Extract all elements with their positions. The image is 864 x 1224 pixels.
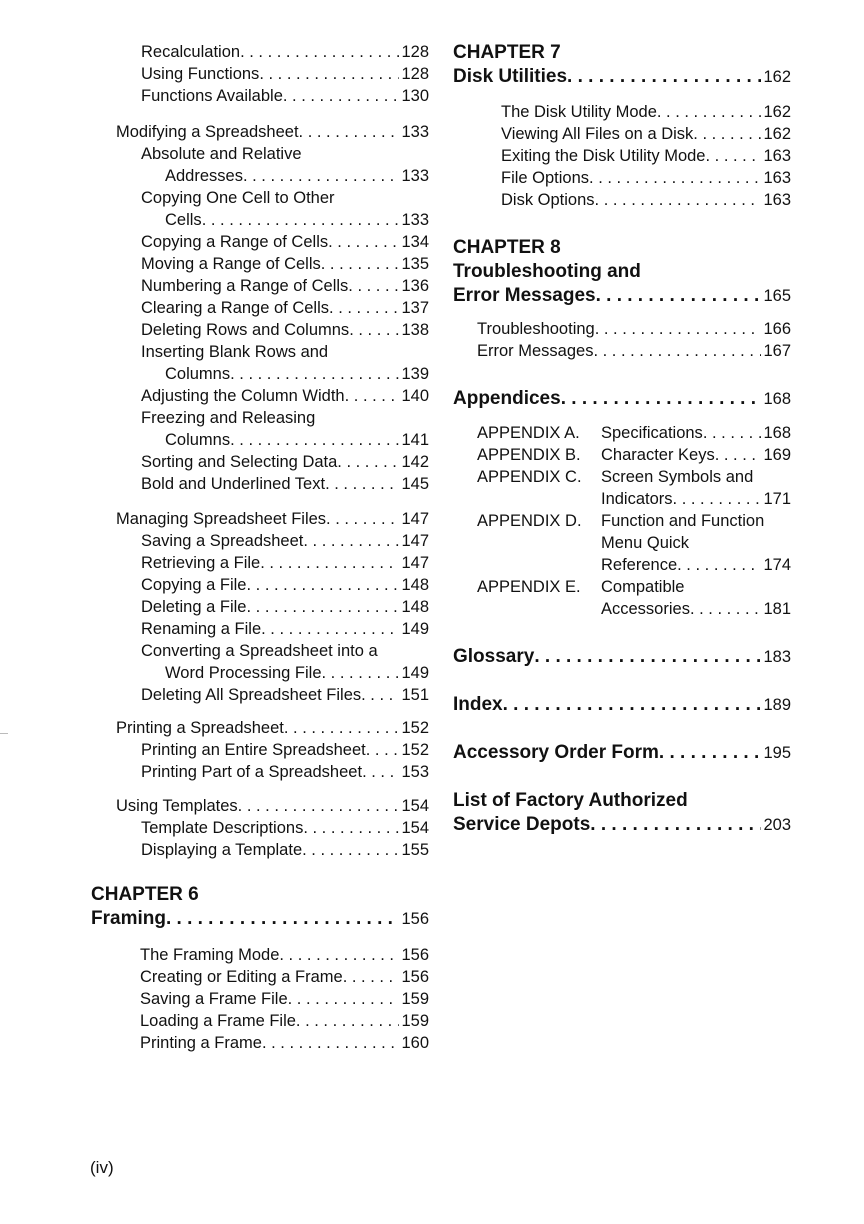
toc-entry[interactable]: Columns . . . 139 — [165, 363, 429, 385]
toc-entry[interactable]: Word Processing File . . . 149 — [165, 662, 429, 684]
toc-entry[interactable]: Creating or Editing a Frame . . . 156 — [140, 966, 429, 988]
toc-entry[interactable]: Bold and Underlined Text . . . 145 — [141, 473, 429, 495]
toc-entry[interactable]: Displaying a Template . . . 155 — [141, 839, 429, 861]
toc-entry[interactable]: Using Functions . . . 128 — [141, 63, 429, 85]
toc-entry[interactable]: Copying a Range of Cells . . . 134 — [141, 231, 429, 253]
toc-entry[interactable]: Reference . . . 174 — [601, 554, 791, 576]
toc-entry[interactable]: Deleting a File . . . 148 — [141, 596, 429, 618]
section-title-entry[interactable]: Accessory Order Form . . . 195 — [453, 741, 791, 765]
appendix-label: APPENDIX C. — [477, 468, 582, 486]
toc-entry[interactable]: Numbering a Range of Cells . . . 136 — [141, 275, 429, 297]
toc-entry-line: Freezing and Releasing — [141, 409, 316, 427]
chapter-title-entry[interactable]: Error Messages . . . 165 — [453, 284, 791, 308]
toc-entry[interactable]: The Disk Utility Mode . . . 162 — [501, 101, 791, 123]
toc-entry[interactable]: Clearing a Range of Cells . . . 137 — [141, 297, 429, 319]
section-title-entry[interactable]: Service Depots . . . 203 — [453, 813, 791, 837]
toc-entry-line: Screen Symbols and — [601, 468, 754, 486]
toc-entry[interactable]: Exiting the Disk Utility Mode . . . 163 — [501, 145, 791, 167]
appendix-label: APPENDIX A. — [477, 424, 580, 442]
toc-entry[interactable]: Saving a Frame File . . . 159 — [140, 988, 429, 1010]
chapter-title-entry[interactable]: Framing . . . 156 — [91, 907, 429, 931]
toc-entry[interactable]: Viewing All Files on a Disk . . . 162 — [501, 123, 791, 145]
toc-entry[interactable]: Columns . . . 141 — [165, 429, 429, 451]
toc-entry[interactable]: Disk Options . . . 163 — [501, 189, 791, 211]
toc-entry-line: Copying One Cell to Other — [141, 189, 335, 207]
toc-entry[interactable]: Template Descriptions . . . 154 — [141, 817, 429, 839]
toc-entry[interactable]: Cells . . . 133 — [165, 209, 429, 231]
toc-section-modifying[interactable]: Modifying a Spreadsheet . . . 133 — [116, 121, 429, 143]
appendix-label: APPENDIX D. — [477, 512, 582, 530]
toc-entry[interactable]: Indicators . . . 171 — [601, 488, 791, 510]
toc-entry[interactable]: Printing an Entire Spreadsheet . . . 152 — [141, 739, 429, 761]
chapter-title-line: Troubleshooting and — [453, 261, 641, 282]
toc-entry-line: Converting a Spreadsheet into a — [141, 642, 378, 660]
toc-entry[interactable]: Functions Available . . . 130 — [141, 85, 429, 107]
section-title-entry[interactable]: Index . . . 189 — [453, 693, 791, 717]
toc-entry-line: Absolute and Relative — [141, 145, 302, 163]
toc-entry[interactable]: Copying a File . . . 148 — [141, 574, 429, 596]
toc-entry[interactable]: Accessories . . . 181 — [601, 598, 791, 620]
chapter-title-entry[interactable]: Disk Utilities . . . 162 — [453, 65, 791, 89]
toc-entry[interactable]: Troubleshooting . . . 166 — [477, 318, 791, 340]
toc-entry[interactable]: Moving a Range of Cells . . . 135 — [141, 253, 429, 275]
toc-entry[interactable]: Printing Part of a Spreadsheet . . . 153 — [141, 761, 429, 783]
appendix-label: APPENDIX E. — [477, 578, 581, 596]
section-title-entry[interactable]: Glossary . . . 183 — [453, 645, 791, 669]
toc-entry[interactable]: Sorting and Selecting Data . . . 142 — [141, 451, 429, 473]
toc-entry-line: Compatible — [601, 578, 685, 596]
section-title-entry[interactable]: Appendices . . . 168 — [453, 387, 791, 411]
toc-section-printing[interactable]: Printing a Spreadsheet . . . 152 — [116, 717, 429, 739]
chapter-label: CHAPTER 8 — [453, 237, 561, 258]
toc-entry[interactable]: Loading a Frame File . . . 159 — [140, 1010, 429, 1032]
toc-entry[interactable]: Saving a Spreadsheet . . . 147 — [141, 530, 429, 552]
appendix-label: APPENDIX B. — [477, 446, 581, 464]
toc-entry-line: Menu Quick — [601, 534, 690, 552]
toc-entry[interactable]: File Options . . . 163 — [501, 167, 791, 189]
toc-entry[interactable]: Renaming a File . . . 149 — [141, 618, 429, 640]
toc-entry[interactable]: Deleting Rows and Columns . . . 138 — [141, 319, 429, 341]
toc-entry[interactable]: Retrieving a File . . . 147 — [141, 552, 429, 574]
toc-section-templates[interactable]: Using Templates . . . 154 — [116, 795, 429, 817]
toc-entry[interactable]: Recalculation . . . 128 — [141, 41, 429, 63]
margin-mark — [0, 733, 8, 734]
toc-entry[interactable]: Addresses . . . 133 — [165, 165, 429, 187]
toc-entry[interactable]: Error Messages . . . 167 — [477, 340, 791, 362]
toc-entry[interactable]: The Framing Mode . . . 156 — [140, 944, 429, 966]
section-title-line: List of Factory Authorized — [453, 790, 688, 811]
toc-entry[interactable]: Deleting All Spreadsheet Files . . . 151 — [141, 684, 429, 706]
toc-section-managing[interactable]: Managing Spreadsheet Files . . . 147 — [116, 508, 429, 530]
chapter-label: CHAPTER 6 — [91, 884, 199, 905]
toc-entry[interactable]: Character Keys . . . 169 — [601, 444, 791, 466]
page-number: (iv) — [90, 1158, 114, 1177]
toc-entry[interactable]: Specifications . . . 168 — [601, 422, 791, 444]
chapter-label: CHAPTER 7 — [453, 42, 561, 63]
toc-entry[interactable]: Printing a Frame . . . 160 — [140, 1032, 429, 1054]
toc-entry-line: Inserting Blank Rows and — [141, 343, 329, 361]
toc-entry[interactable]: Adjusting the Column Width . . . 140 — [141, 385, 429, 407]
toc-entry-line: Function and Function — [601, 512, 765, 530]
